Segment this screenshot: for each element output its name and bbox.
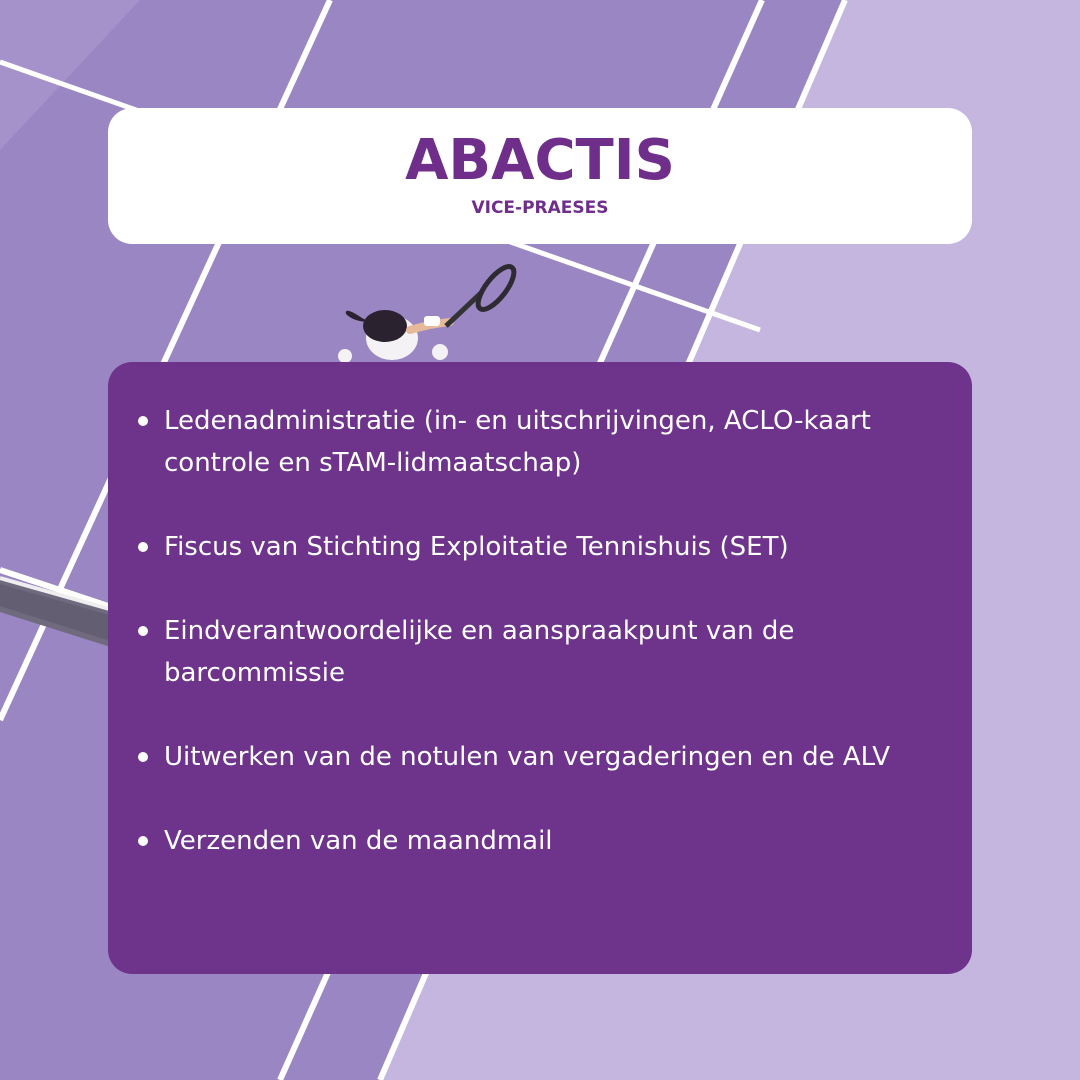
duty-item (138, 820, 952, 862)
bullet-icon (138, 752, 148, 762)
duty-item (138, 526, 952, 568)
duty-item (138, 610, 952, 694)
duty-text: Uitwerken van de notulen van vergaderingen en de ALV (164, 742, 891, 772)
duty-item (138, 400, 952, 484)
duty-text: Ledenadministratie (in- en uitschrijvingen, ACLO-kaart controle en sTAM-lidmaatschap) (164, 406, 871, 478)
page-subtitle: VICE-PRAESES (471, 198, 609, 218)
duty-text: Fiscus van Stichting Exploitatie Tennishuis (SET) (164, 532, 789, 562)
bullet-icon (138, 626, 148, 636)
duty-list (138, 400, 952, 862)
duty-text: Eindverantwoordelijke en aanspraakpunt van de barcommissie (164, 616, 795, 688)
duties-card (108, 362, 972, 974)
page-title: ABACTIS (405, 128, 675, 193)
duty-text: Verzenden van de maandmail (164, 826, 553, 856)
bullet-icon (138, 416, 148, 426)
bullet-icon (138, 836, 148, 846)
bullet-icon (138, 542, 148, 552)
title-card (108, 108, 972, 244)
duty-item (138, 736, 952, 778)
